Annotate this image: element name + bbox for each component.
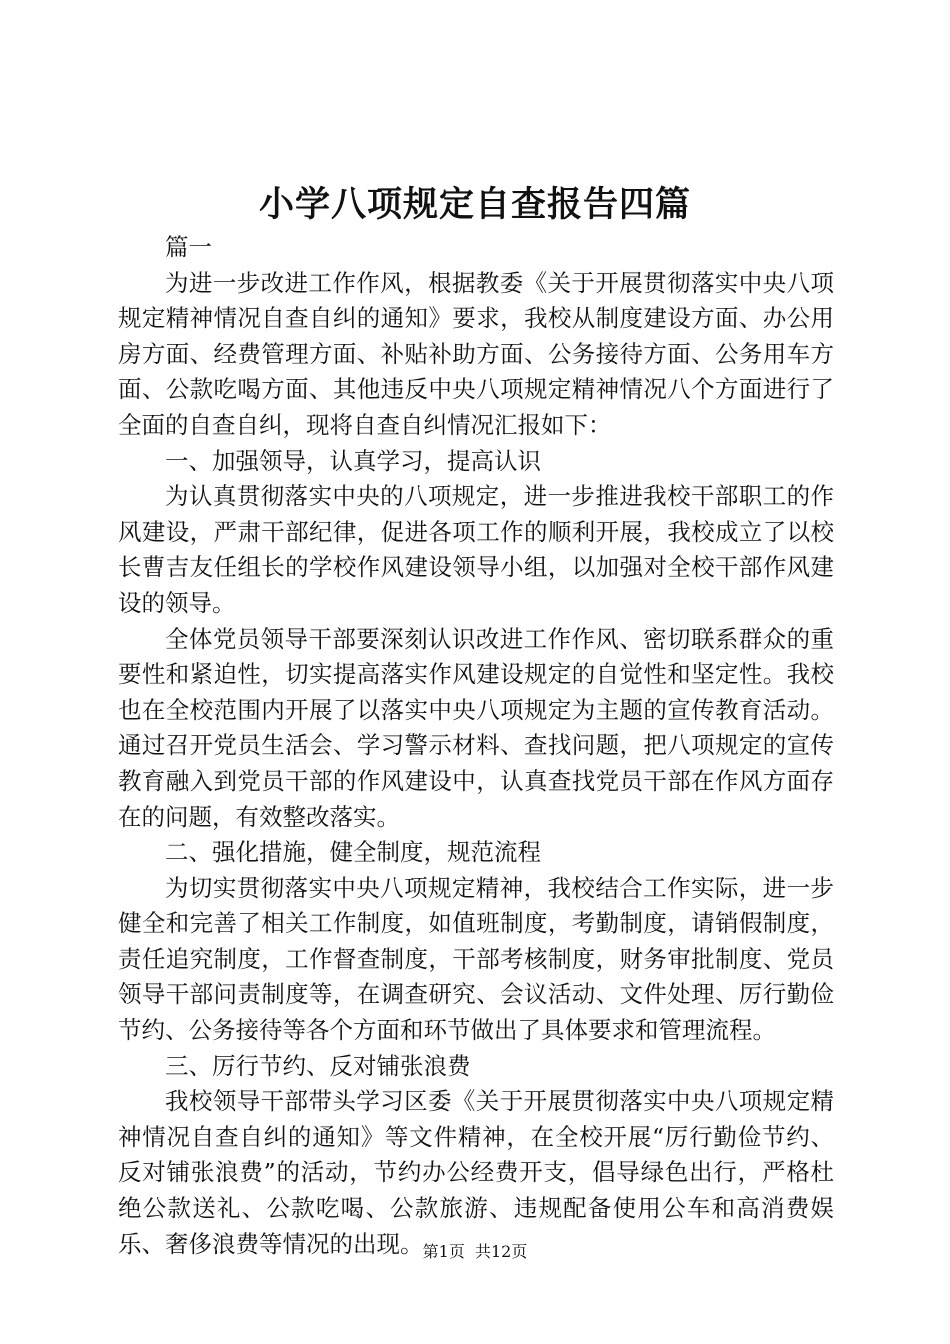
body-paragraph: 为认真贯彻落实中央的八项规定，进一步推进我校干部职工的作风建设，严肃干部纪律，促进各项工作的顺利开展，我校成立了以校长曹吉友任组长的学校作风建设领导小组，以加强对全校干部作风建设的领导。 (118, 482, 834, 617)
body-paragraph: 全体党员领导干部要深刻认识改进工作作风、密切联系群众的重要性和紧迫性，切实提高落实作风建设规定的自觉性和坚定性。我校也在全校范围内开展了以落实中央八项规定为主题的宣传教育活动。通过召开党员生活会、学习警示材料、查找问题，把八项规定的宣传教育融入到党员干部的作风建设中，认真查找党员干部在作风方面存在的问题，有效整改落实。 (118, 624, 834, 831)
body-paragraph: 为进一步改进工作作风，根据教委《关于开展贯彻落实中央八项规定精神情况自查自纠的通知》要求，我校从制度建设方面、办公用房方面、经费管理方面、补贴补助方面、公务接待方面、公务用车方面、公款吃喝方面、其他违反中央八项规定精神情况八个方面进行了全面的自查自纠，现将自查自纠情况汇报如下： (118, 268, 834, 439)
page-footer (0, 1240, 950, 1264)
body-paragraph: 我校领导干部带头学习区委《关于开展贯彻落实中央八项规定精神情况自查自纠的通知》等文件精神，在全校开展“厉行勤俭节约、反对铺张浪费”的活动，节约办公经费开支，倡导绿色出行，严格杜绝公款送礼、公款吃喝、公款旅游、违规配备使用公车和高消费娱乐、奢侈浪费等情况的出现。 (118, 1087, 834, 1258)
section-heading: 二、强化措施，健全制度，规范流程 (165, 838, 541, 867)
section-heading: 三、厉行节约、反对铺张浪费 (165, 1051, 471, 1080)
document-body (118, 230, 834, 1262)
body-paragraph: 为切实贯彻落实中央八项规定精神，我校结合工作实际，进一步健全和完善了相关工作制度，如值班制度，考勤制度，请销假制度，责任追究制度，工作督查制度，干部考核制度，财务审批制度、党员领导干部问责制度等，在调查研究、会议活动、文件处理、厉行勤俭节约、公务接待等各个方面和环节做出了具体要求和管理流程。 (118, 873, 834, 1045)
document-title: 小学八项规定自查报告四篇 (258, 184, 691, 225)
page-number: 第1页 共12页 (422, 1242, 528, 1261)
section-heading: 一、加强领导，认真学习，提高认识 (165, 446, 541, 475)
section-label: 篇一 (165, 233, 212, 261)
